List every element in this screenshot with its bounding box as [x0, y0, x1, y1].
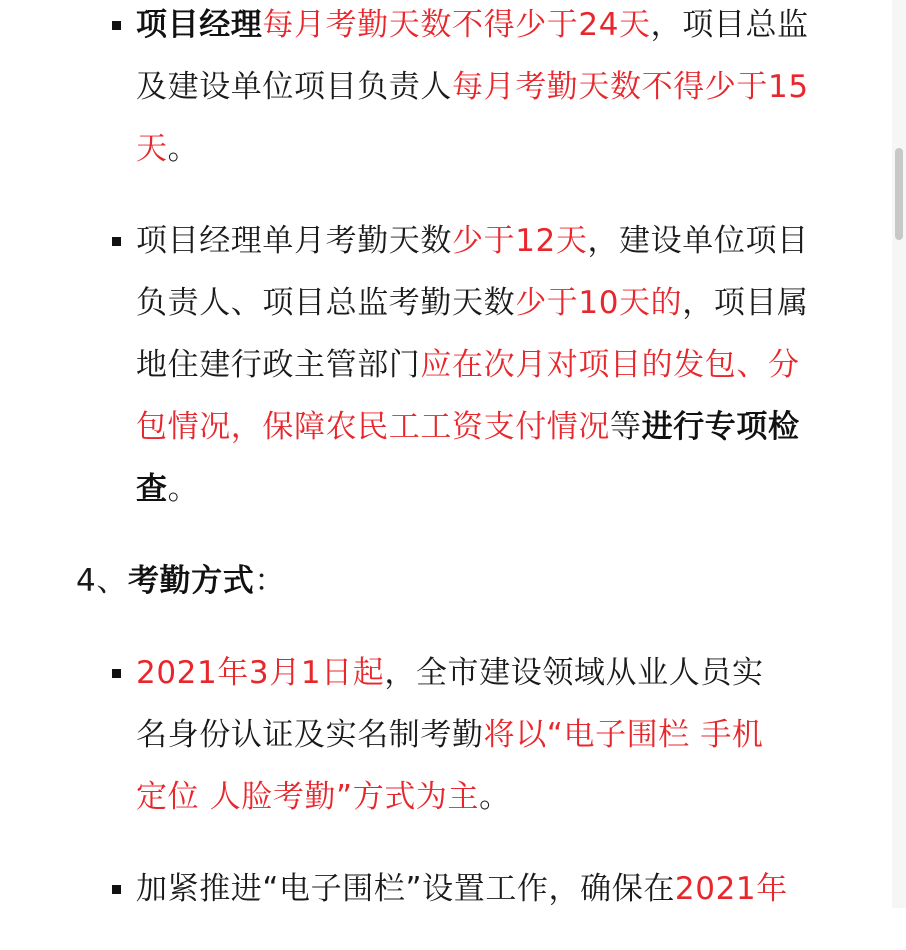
bullet-square-icon	[112, 237, 121, 246]
body-text: 名身份认证及实名制考勤	[136, 717, 484, 753]
text-line	[136, 118, 890, 180]
text-line	[136, 766, 890, 828]
bold-text: 进行专项检	[641, 409, 800, 445]
body-text: 负责人、项目总监考勤天数	[136, 285, 516, 321]
bullet-item	[0, 858, 890, 920]
body-text: 加紧推进“电子围栏”设置工作，确保在	[136, 871, 675, 907]
text-line	[136, 210, 890, 272]
bold-text: 查	[136, 471, 168, 507]
text-line	[76, 550, 890, 612]
bold-text: 项目经理	[136, 7, 263, 43]
text-line	[136, 858, 890, 920]
body-text: 4、	[76, 563, 128, 599]
highlighted-text: 天	[136, 131, 168, 167]
bullet-square-icon	[112, 885, 121, 894]
text-line	[136, 0, 890, 56]
highlighted-text: 定位 人脸考勤”方式为主	[136, 779, 480, 815]
bold-text: 考勤方式	[127, 563, 255, 599]
highlighted-text: 包情况，保障农民工工资支付情况	[136, 409, 610, 445]
scrollbar-thumb[interactable]	[895, 148, 903, 240]
text-line	[136, 458, 890, 520]
body-text: ，建设单位项目	[587, 223, 809, 259]
body-text: ：	[254, 563, 286, 599]
body-text: 。	[167, 471, 200, 507]
section-heading	[0, 550, 890, 612]
body-text: 。	[167, 131, 200, 167]
body-text: 项目经理单月考勤天数	[136, 223, 452, 259]
scrollbar[interactable]	[892, 0, 906, 908]
highlighted-text: 少于12天	[452, 223, 588, 259]
highlighted-text: 每月考勤天数不得少于15	[452, 69, 809, 105]
text-line	[136, 642, 890, 704]
highlighted-text: 少于10天的	[515, 285, 683, 321]
bullet-square-icon	[112, 21, 121, 30]
text-line	[136, 272, 890, 334]
body-text: 及建设单位项目负责人	[136, 69, 452, 105]
text-line	[136, 396, 890, 458]
highlighted-text: 2021年	[674, 871, 788, 907]
text-line	[136, 334, 890, 396]
text-line	[136, 56, 890, 118]
body-text: ，项目总监	[650, 7, 809, 43]
body-text: ，全市建设领域从业人员实	[384, 655, 764, 691]
bullet-item	[0, 642, 890, 828]
highlighted-text: 将以“电子围栏 手机	[483, 717, 764, 753]
body-text: 等	[610, 409, 642, 445]
bullet-item	[0, 210, 890, 520]
text-line	[136, 704, 890, 766]
highlighted-text: 2021年3月1日起	[136, 655, 385, 691]
highlighted-text: 每月考勤天数不得少于24天	[262, 7, 651, 43]
body-text: 地住建行政主管部门	[136, 347, 421, 383]
body-text: 。	[479, 779, 511, 815]
bullet-square-icon	[112, 669, 121, 678]
body-text: ，项目属	[682, 285, 809, 321]
highlighted-text: 应在次月对项目的发包、分	[420, 347, 800, 383]
bullet-item	[0, 0, 890, 180]
